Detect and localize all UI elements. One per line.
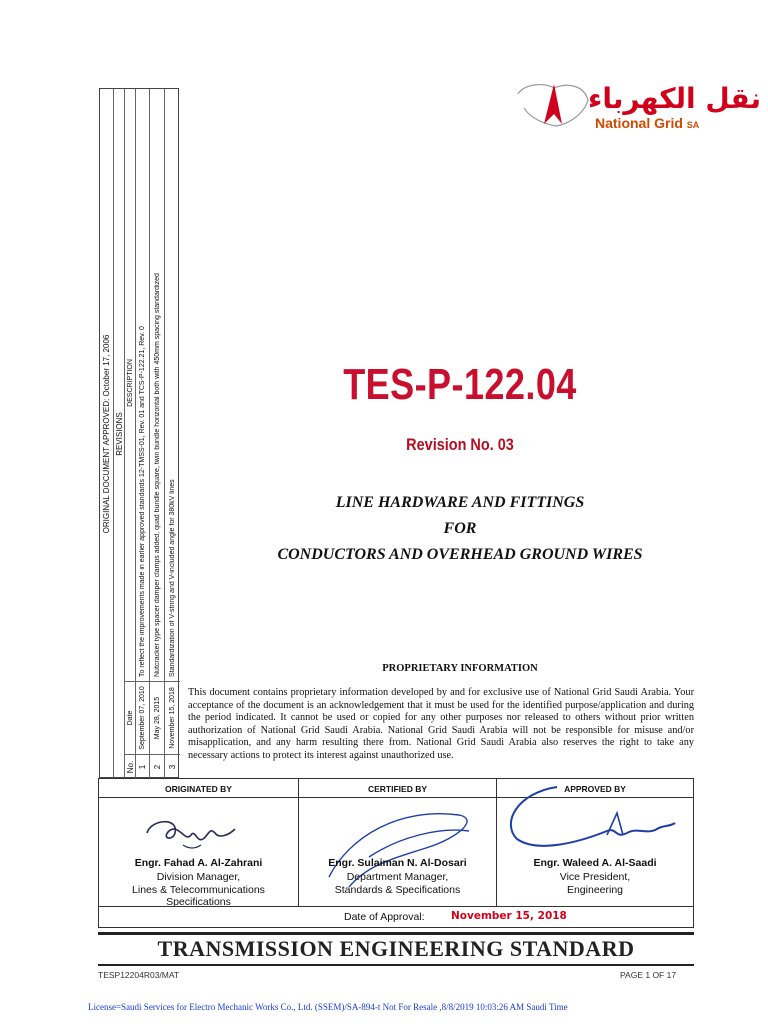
originator-name: Engr. Fahad A. Al-Zahrani bbox=[134, 857, 263, 869]
national-grid-logo-icon bbox=[514, 80, 594, 130]
logo-arabic-text: نقل الكهرباء bbox=[588, 82, 762, 115]
certified-heading: CERTIFIED BY bbox=[367, 784, 428, 794]
standard-banner: TRANSMISSION ENGINEERING STANDARD bbox=[98, 932, 694, 966]
revision-row-3 bbox=[165, 89, 180, 779]
title-line-2: FOR bbox=[443, 520, 477, 537]
approved-heading: APPROVED BY bbox=[564, 784, 626, 794]
revisions-header-row bbox=[125, 89, 136, 779]
revision-number: Revision No. 03 bbox=[406, 435, 514, 454]
certifier-name: Engr. Sulaiman N. Al-Dosari bbox=[328, 857, 467, 869]
title-line-3: CONDUCTORS AND OVERHEAD GROUND WIRES bbox=[277, 546, 643, 563]
proprietary-body: This document contains proprietary information developed by and for exclusive use of National Grid Saudi Arabia. Your acceptance of the document is an acknowledgement that it must be used for the identified purpose/application and during the period indicated. It cannot be used or copied for any other purposes nor released to others without prior written authorization of National Grid Saudi Arabia. National Grid Saudi Arabia will not be responsible for misuse and/or misapplication, and any harm resulting there from. National Grid Saudi Arabia also reserves the right to take any necessary actions to protect its interest against unauthorized use. bbox=[188, 687, 694, 761]
revisions-heading: REVISIONS bbox=[114, 412, 124, 456]
certifier-role-line: Department Manager, bbox=[346, 871, 449, 883]
approval-date-label: Date of Approval: bbox=[344, 911, 425, 923]
approval-date-value: November 15, 2018 bbox=[451, 910, 567, 922]
approver-role-line: Vice President, bbox=[559, 871, 631, 883]
originator-role-line: Specifications bbox=[166, 896, 231, 908]
revision-no: 3 bbox=[165, 754, 180, 779]
revisions-heading-row bbox=[114, 89, 125, 779]
original-approval-text: ORIGINAL DOCUMENT APPROVED: October 17, 2006 bbox=[102, 334, 111, 534]
revision-date: May 28, 2015 bbox=[150, 681, 164, 754]
approval-date-row bbox=[99, 906, 693, 929]
col-no-header: No. bbox=[125, 754, 135, 779]
col-date-header: Date bbox=[125, 681, 135, 754]
revision-desc: Standardization of V-string and V-included angle for 380kV lines bbox=[169, 479, 176, 677]
originator-role-line: Lines & Telecommunications bbox=[132, 883, 265, 896]
approver-signature-icon bbox=[497, 783, 693, 859]
approver-name: Engr. Waleed A. Al-Saadi bbox=[533, 857, 657, 869]
approver-role bbox=[497, 871, 693, 896]
signature-table bbox=[98, 778, 694, 928]
originator-role bbox=[99, 871, 298, 909]
license-text: License=Saudi Services for Electro Mechanic Works Co., Ltd. (SSEM)/SA-894-t Not For Resale ,8/8/2019 10:03:26 AM Saudi Time bbox=[88, 1002, 568, 1012]
page-number: PAGE 1 OF 17 bbox=[620, 970, 677, 980]
originator-role-line: Division Manager, bbox=[156, 871, 241, 883]
revision-date: November 15, 2018 bbox=[165, 681, 180, 754]
revision-desc: To reflect the improvements made in earlier approved standards 12-TMSS-01, Rev. 01 and TCS-P-122.21, Rev. 0 bbox=[139, 326, 146, 677]
document-number: TES-P-122.04 bbox=[343, 360, 577, 409]
revision-date: September 07, 2010 bbox=[136, 681, 149, 754]
proprietary-heading: PROPRIETARY INFORMATION bbox=[382, 663, 538, 674]
col-desc-header: DESCRIPTION bbox=[126, 359, 134, 407]
certified-column bbox=[299, 779, 497, 906]
approver-role-line: Engineering bbox=[566, 883, 624, 896]
original-approval-row bbox=[100, 89, 114, 779]
revision-row-1 bbox=[136, 89, 150, 779]
logo-english-text bbox=[595, 115, 699, 131]
approved-column bbox=[497, 779, 693, 906]
revision-no: 1 bbox=[136, 754, 149, 779]
revision-no: 2 bbox=[150, 754, 164, 779]
title-line-1: LINE HARDWARE AND FITTINGS bbox=[335, 494, 585, 511]
logo-english-name: National Grid bbox=[595, 115, 683, 131]
originated-column bbox=[99, 779, 299, 906]
originated-heading: ORIGINATED BY bbox=[165, 784, 232, 794]
revision-row-2 bbox=[150, 89, 165, 779]
originator-signature-icon bbox=[139, 809, 259, 857]
certifier-role bbox=[299, 871, 496, 896]
revision-desc: Nutcracker type spacer damper clamps added, quad bundle square, twin bundle horizontal both with 450mm spacing standardized bbox=[153, 273, 161, 677]
document-code: TESP12204R03/MAT bbox=[98, 970, 180, 980]
logo-english-suffix: SA bbox=[686, 120, 700, 130]
revisions-table bbox=[99, 88, 179, 778]
certifier-role-line: Standards & Specifications bbox=[334, 883, 461, 896]
